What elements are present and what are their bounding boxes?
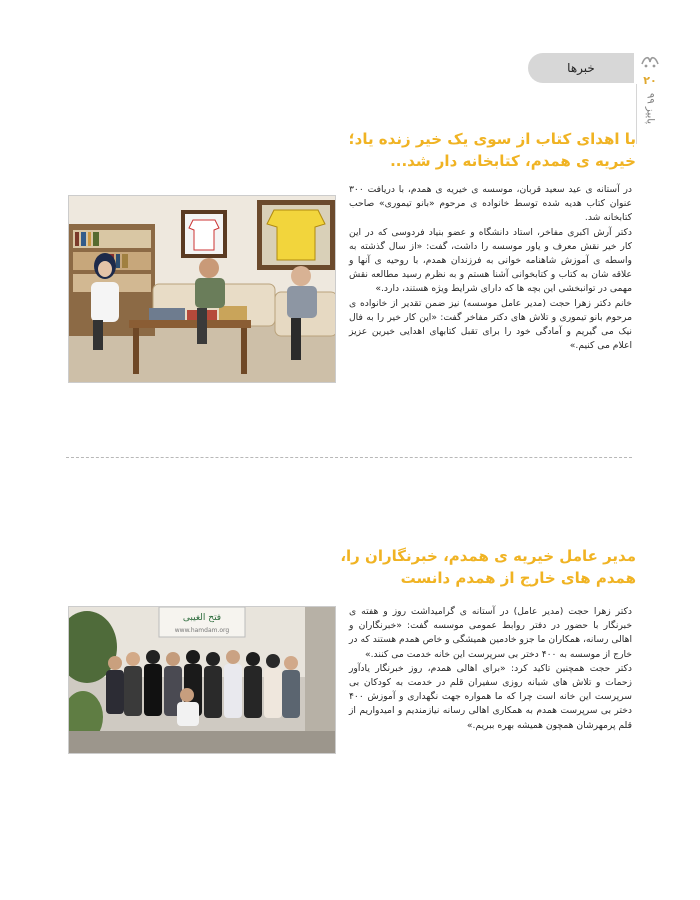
side-strip xyxy=(638,52,662,138)
article1-body xyxy=(349,183,632,353)
article2-title-line1: مدیر عامل خیریه ی همدم، خبرنگاران را، xyxy=(340,547,636,565)
article2-paragraph: دکتر حجت همچنین تاکید کرد: «برای اهالی همدم، روز خبرنگار یادآور زحمات و تلاش های شبانه روزی سفیران قلم در خدمت به کودکان بی سرپرست این خانه است چرا که ما همواره جهت نگهداری و آموزش ۴۰۰ دختر بی سرپرست همدم به همکاری اهالی رسانه نیازمندیم و امیدواریم از قلم پرمهرشان همچون همیشه بهره ببریم.» xyxy=(349,662,632,731)
article2-paragraph: دکتر زهرا حجت (مدیر عامل) در آستانه ی گرامیداشت روز و هفته ی خبرنگار با حضور در دفتر روابط عمومی موسسه گفت: «خبرنگاران و اهالی رسانه، همکاران ما جزو خادمین همیشگی و خاص همدم هستند که در خارج از موسسه به ۴۰۰ دختر بی سرپرست این خانه خدمت می کنند.» xyxy=(349,606,632,660)
article2-photo xyxy=(68,606,336,754)
article1-paragraph: در آستانه ی عید سعید قربان، موسسه ی خیریه ی همدم، با دریافت ۳۰۰ عنوان کتاب هدیه شده توسط خانواده ی مرحوم «بانو تیموری» صاحب کتابخانه شد. xyxy=(349,184,632,224)
article1-title-line2: خیریه ی همدم، کتابخانه دار شد... xyxy=(390,152,636,170)
group-photo-illustration xyxy=(69,607,336,754)
article2-body xyxy=(349,605,632,733)
season-label: پاییز ۹۹ xyxy=(644,93,656,125)
article1-title xyxy=(336,128,636,172)
article2-title-line2: همدم های خارج از همدم دانست xyxy=(400,569,636,587)
section-label: خبرها xyxy=(567,61,595,75)
page-number: ۲۰ xyxy=(643,74,657,87)
article1-title-line1: با اهدای کتاب از سوی یک خیر زنده یاد؛ xyxy=(348,130,636,148)
article1-paragraph: خانم دکتر زهرا حجت (مدیر عامل موسسه) نیز ضمن تقدیر از خانواده ی مرحوم بانو تیموری و تلاش های دکتر مفاخر گفت: «این کار خیر را به فال نیک می گیریم و آمادگی خود را برای تقبل کتابهای اهدایی خیرین عزیز اعلام می کنیم.» xyxy=(349,297,632,352)
meeting-photo-illustration xyxy=(69,196,336,383)
article1-paragraph: دکتر آرش اکبری مفاخر، استاد دانشگاه و عضو بنیاد فردوسی که در این کار خیر نقش معرف و یاور موسسه را داشت، گفت: «از سال گذشته به واسطه ی آموزش شاهنامه خوانی به فرزندان همدم، با روحیه ی آنها و علاقه شان به کتاب و کتابخوانی آشنا هستم و به نظرم رسید مطالعه نقش مهمی در توانبخشی این بچه ها که دارای شرایط ویژه هستند، دارد.» xyxy=(349,226,632,295)
building-sign-url: www.hamdam.org xyxy=(174,627,230,634)
building-sign-text: فتح الغیبی xyxy=(182,613,222,623)
side-rule xyxy=(636,84,637,144)
article-divider xyxy=(66,457,632,458)
article1-photo xyxy=(68,195,336,383)
brand-logo-icon xyxy=(640,52,660,70)
article2-title xyxy=(336,545,636,589)
section-tab-news xyxy=(528,53,634,83)
